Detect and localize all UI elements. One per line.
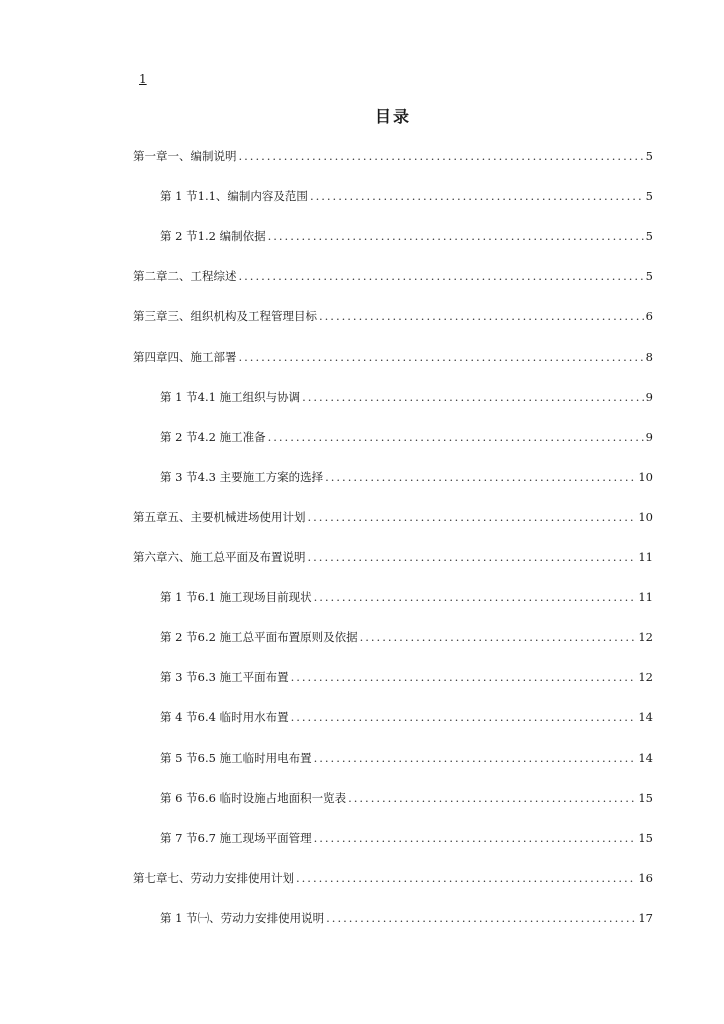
toc-chapter-entry[interactable] [133,866,653,890]
toc-entry-number: 第五章 [133,509,168,524]
toc-entry-title: 6.1 施工现场目前现状 [197,590,312,605]
toc-entry-page: 10 [638,469,653,484]
toc-entry-page: 8 [645,349,653,364]
toc-entry-page: 6 [645,309,653,324]
toc-chapter-entry[interactable] [133,144,653,168]
toc-chapter-entry[interactable] [133,505,653,529]
toc-section-entry[interactable] [160,665,653,689]
toc-entry-page: 9 [645,429,653,444]
toc-section-entry[interactable] [160,786,653,810]
toc-entry-number: 第 1 节 [160,389,198,404]
toc-dot-leader [291,670,637,684]
toc-entry-number: 第 1 节 [160,910,198,925]
toc-dot-leader [360,630,637,644]
toc-entry-title: 6.5 施工临时用电布置 [197,750,312,765]
toc-dot-leader [319,309,644,323]
toc-dot-leader [326,911,636,925]
toc-entry-number: 第 2 节 [160,429,198,444]
toc-chapter-entry[interactable] [133,545,653,569]
toc-entry-title: 三、组织机构及工程管理目标 [167,309,317,324]
toc-entry-page: 12 [638,630,653,645]
toc-dot-leader [348,791,636,805]
toc-entry-number: 第 3 节 [160,670,198,685]
toc-entry-page: 5 [645,189,653,204]
toc-dot-leader [239,149,644,163]
toc-entry-title: 4.3 主要施工方案的选择 [197,469,324,484]
toc-entry-title: 七、劳动力安排使用计划 [167,870,294,885]
toc-entry-number: 第 7 节 [160,830,198,845]
toc-entry-number: 第 2 节 [160,630,198,645]
toc-dot-leader [302,390,644,404]
toc-entry-title: 4.2 施工准备 [197,429,266,444]
toc-dot-leader [268,229,644,243]
toc-section-entry[interactable] [160,826,653,850]
toc-entry-page: 5 [645,149,653,163]
toc-entry-number: 第 1 节 [160,189,198,204]
page-number: 1 [139,72,147,86]
toc-entry-page: 5 [645,269,653,284]
toc-entry-title: ㈠、劳动力安排使用说明 [197,910,325,925]
toc-entry-number: 第 5 节 [160,750,198,765]
toc-entry-number: 第 1 节 [160,590,198,605]
toc-entry-page: 5 [645,229,653,244]
toc-entry-page: 14 [638,710,653,725]
toc-chapter-entry[interactable] [133,345,653,369]
toc-entry-title: 6.2 施工总平面布置原则及依据 [197,630,358,645]
toc-entry-title: 6.7 施工现场平面管理 [197,830,312,845]
toc-entry-title: 二、工程综述 [167,269,237,284]
toc-section-entry[interactable] [160,184,653,208]
toc-entry-title: 6.4 临时用水布置 [197,710,289,725]
toc-entry-page: 16 [638,870,653,885]
toc-entry-page: 9 [645,389,653,404]
toc-dot-leader [314,751,637,765]
toc-dot-leader [239,269,644,283]
toc-entry-page: 12 [638,670,653,685]
toc-dot-leader [310,189,644,203]
toc-entry-number: 第二章 [133,269,168,284]
toc-section-entry[interactable] [160,705,653,729]
toc-entry-number: 第一章 [133,149,168,163]
toc-entry-number: 第三章 [133,309,168,324]
toc-entry-number: 第 3 节 [160,469,198,484]
toc-entry-number: 第七章 [133,870,168,885]
toc-entry-number: 第 6 节 [160,790,198,805]
toc-entry-title: 六、施工总平面及布置说明 [167,550,306,564]
toc-dot-leader [296,871,636,885]
toc-dot-leader [308,550,637,564]
toc-entry-page: 10 [638,509,653,524]
toc-entry-number: 第 2 节 [160,229,198,244]
toc-entry-title: 五、主要机械进场使用计划 [167,509,306,524]
toc-section-entry[interactable] [160,585,653,609]
toc-entry-number: 第六章 [133,550,168,564]
toc-section-entry[interactable] [160,224,653,248]
toc-entry-title: 4.1 施工组织与协调 [197,389,301,404]
toc-entry-page: 17 [638,910,653,925]
toc-section-entry[interactable] [160,625,653,649]
toc-title: 目录 [374,107,411,126]
toc-section-entry[interactable] [160,906,653,930]
toc-entry-title: 6.6 临时设施占地面积一览表 [197,790,347,805]
toc-chapter-entry[interactable] [133,304,653,328]
toc-entry-page: 15 [638,830,653,845]
toc-entry-title: 一、编制说明 [167,149,237,163]
toc-entry-page: 15 [638,790,653,805]
toc-section-entry[interactable] [160,385,653,409]
toc-section-entry[interactable] [160,425,653,449]
toc-dot-leader [314,831,637,845]
toc-chapter-entry[interactable] [133,264,653,288]
toc-entry-title: 四、施工部署 [167,349,237,364]
toc-entry-page: 14 [638,750,653,765]
toc-section-entry[interactable] [160,465,653,489]
toc-entry-page: 11 [638,550,653,564]
toc-dot-leader [314,590,637,604]
toc-entry-title: 1.2 编制依据 [197,229,266,244]
toc-entry-title: 1.1、编制内容及范围 [197,189,308,204]
toc-entry-number: 第四章 [133,349,168,364]
toc-dot-leader [308,510,637,524]
toc-dot-leader [268,430,644,444]
toc-dot-leader [325,470,636,484]
toc-dot-leader [291,710,637,724]
toc-entry-page: 11 [638,590,653,605]
toc-section-entry[interactable] [160,746,653,770]
toc-dot-leader [239,350,644,364]
toc-entry-number: 第 4 节 [160,710,198,725]
toc-entry-title: 6.3 施工平面布置 [197,670,289,685]
